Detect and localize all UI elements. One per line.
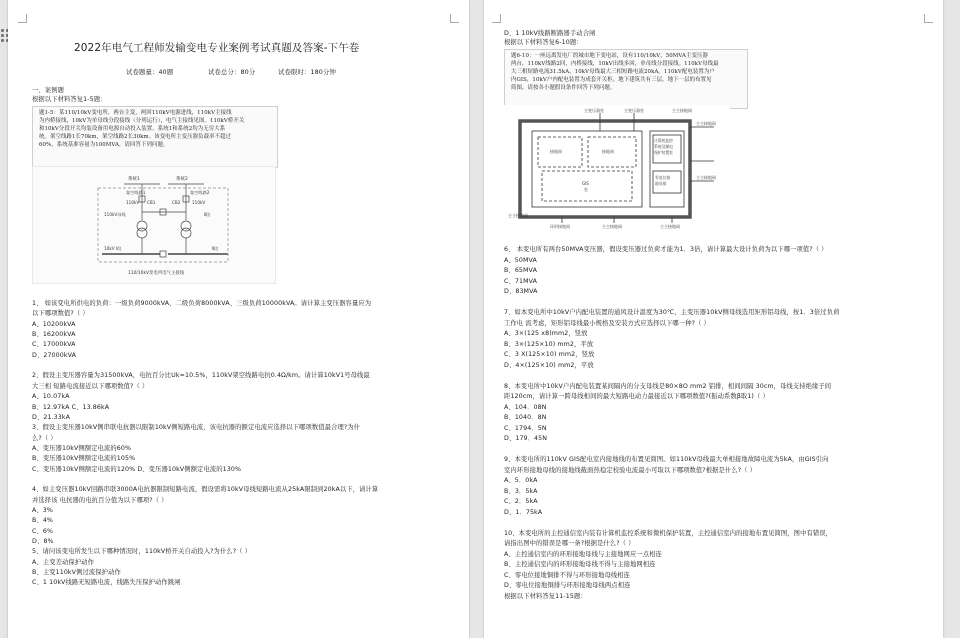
question-line: 9、本变电所的110kV GIS配电室内接地线的布置见简图。如110kV母线最大单相接地故障电流为5kA，由GIS引向: [504, 456, 829, 463]
material-intro: 根据以下材料答复1-5题：: [32, 96, 107, 103]
diagram-label: 主变压器室: [624, 108, 644, 113]
question-line: D、21.33kA: [32, 413, 71, 421]
question-line: 室内环形接地母线的接地线截面热稳定校验电流最小可取以下哪项数值?根据是什么?（ ）: [504, 466, 757, 474]
question-line: D、零电位接地铜排与环形接地母线两点相连: [504, 582, 631, 589]
question-line: 4、如主变压器10kV回路串联3000A电抗器限制短路电流，假设需将10kV母线短路电流从25kA限制到20kA以下，请计算: [32, 486, 379, 494]
diagram-label: Ⅱ段: [212, 246, 219, 251]
diagram-label: 架空线路2: [190, 190, 210, 195]
question-line: B、主控通信室内的环形接地母线不得与主接地网相连: [504, 561, 656, 568]
question-line: 大三相 短路电流接近以下哪项数值?（ ）: [32, 382, 149, 390]
question-line: A、104．08N: [504, 403, 547, 411]
question-line: C、71MVA: [504, 277, 538, 285]
diagram-label: 主主接地网: [602, 224, 622, 229]
question-line: 1、 如该变电所供电的负荷：一级负荷9000kVA，二级负荷8000kVA、三级负荷10000kVA。请计算主变压器容量应为: [32, 300, 372, 307]
crop-mark-icon: [18, 14, 27, 23]
question-line: D、179．45N: [504, 435, 548, 442]
question-line: A、5．0kA: [504, 477, 538, 484]
text-line: 根据以下材料答复6-10题：: [504, 39, 583, 46]
diagram-label: 110kV母线: [104, 212, 126, 217]
diagram-caption: 110/10kV变电所电气主接线: [128, 271, 185, 276]
diagram-label: CB2: [172, 200, 181, 205]
question-line: 7、如本变电所中10kV户内配电装置的通风设计温度为30℃，主变压器10kV侧母线选用矩形铝母线，按1．3倍过负荷: [504, 309, 840, 316]
question-line: 根据以下材料答复11-15题：: [504, 592, 587, 600]
diagram-label: 系统1: [128, 177, 140, 182]
question-line: A、10.07kA: [32, 393, 70, 401]
question-line: A、3%: [32, 507, 53, 514]
diagram-label: 主主接地网: [696, 175, 716, 180]
question-line: B、4%: [32, 517, 54, 525]
question-line: C、17000kVA: [32, 341, 76, 349]
question-line: B、主变110kV侧过流保护动作: [32, 569, 121, 577]
question-line: D、83MVA: [504, 288, 538, 295]
document-page-2: [484, 0, 943, 638]
question-line: C、3 X(125×10) mm2，竖放: [504, 351, 595, 358]
diagram-label: 110kV: [192, 200, 206, 205]
question-line: 10、本变电所的主控通信室内装有计算机监控系统和微机保护装置，主控通信室内的接地布置见简图，图中有错误，: [504, 529, 833, 537]
diagram-label: 主主接地网: [696, 121, 716, 126]
diagram-label: 主主接地网: [672, 108, 692, 113]
question-line: C、零电位接地铜排不得与环形接地母线相连: [504, 571, 631, 579]
meta-count: 试卷题量：40题: [126, 68, 174, 76]
crop-mark-icon: [492, 14, 501, 23]
question-line: 距120cm，请计算一跨母线相间的最大短路电动力最接近以下哪项数值?(振动系数β取1)（ ）: [504, 393, 769, 400]
diagram-label: 接地网: [550, 149, 562, 154]
question-line: C、1794．5N: [504, 424, 547, 432]
diagram-label: 架空线路1: [126, 190, 146, 195]
diagram-label: 系统及继电: [654, 144, 673, 149]
question-line: 2、假设主变压器容量为31500kVA，电抗百分比Uk=10.5%，110kV架空线路电抗0.4Ω/km。请计算10kV1号母线最: [32, 372, 370, 380]
question-line: 8、本变电所中10kV户内配电装置某间隔内的分支母线是80×8O mm2 铝排，相间间隔 30cm，母线支持绝缘子间: [504, 382, 832, 390]
diagram-label: 主变压器室: [584, 108, 604, 113]
question-line: 6、 本变电所有两台50MVA变压器，假设变压器过负荷才能为1．3倍，请计算最大设计负荷为以下哪一项值?（ ）: [504, 246, 828, 253]
question-line: D、1．75kA: [504, 508, 543, 516]
question-line: B、3×(125×10) mm2，平放: [504, 340, 594, 348]
section-heading: 一、案例题: [32, 87, 64, 94]
diagram-label: 环形接地网: [550, 224, 570, 229]
text-line: D、1 10kV线路断路器手动合闸: [504, 30, 596, 37]
question-line: 并选择该 电抗器的电抗百分值为以下哪项?（ ）: [32, 496, 168, 504]
document-page-1: [8, 0, 469, 638]
diagram-label: GIS: [582, 181, 589, 186]
question-line: A、变压器10kV侧额定电流的60%: [32, 444, 132, 452]
question-line: A、主控通信室内的环形接地母线与主接地网应一点相连: [504, 550, 662, 558]
diagram-label: 主主接地网: [508, 213, 528, 218]
diagram-label: 零电位接: [655, 175, 671, 180]
diagram-label: 110kV: [126, 200, 140, 205]
diagram-label: 10kV Ⅰ段: [104, 246, 122, 251]
diagram-label: CB1: [147, 200, 156, 205]
diagram-label: 地母排: [655, 181, 667, 186]
diagram-label: 主主接地网: [660, 224, 680, 229]
diagram-label: 接地网: [602, 149, 614, 154]
question-line: 3、假设主变压器10kV侧串联电抗器以限制10kV侧短路电流，该电抗器的额定电流应选择以下哪项数值最合理?为什: [32, 424, 361, 432]
question-line: A、主变差动保护动作: [32, 558, 94, 566]
question-line: C、1 10kV线路无短路电流，线路失压保护动作跳闸: [32, 579, 181, 587]
question-line: B、65MVA: [504, 267, 537, 274]
question-line: 么?（ ）: [32, 434, 57, 442]
question-line: A、3×(125 x8)mm2，竖放: [504, 330, 588, 337]
question-line: 工作电 流考虑，矩形铝母线最小规格及安装方式应选择以下哪一种?（ ）: [504, 319, 710, 327]
page-title: 2022年电气工程师发输变电专业案例考试真题及答案-下午卷: [74, 42, 360, 54]
case-text-box: 题6-10：一座远离发电厂的城市地下变电站，设有110/10kV，50MVA主变压器 两台，110kV线路2回，内桥接线，10kV出线多回，单母线分段接线。110kV母线最 大三相短路电流31.5kA，10kV母线最大三相短路电流20kA。110kV配电装置为户 内GIS，10kV户内配电装置为成套开关柜。地下建筑共有三层，地下一层的布置见 简图，请按各小题假设条件回答下列问题。: [504, 49, 748, 109]
question-line: D、8%: [32, 538, 54, 546]
question-line: B、16200kVA: [32, 331, 76, 339]
diagram-label: 计算机监控: [654, 138, 673, 143]
question-line: B、1040．8N: [504, 414, 547, 421]
grounding-layout-diagram: [504, 105, 730, 229]
meta-score: 试卷总分：80分: [208, 68, 256, 76]
question-line: C、2．5kA: [504, 498, 538, 505]
crop-mark-icon: [924, 14, 933, 23]
case-text-box: 题1-5：某110/10kV变电所，两台主变，两回110kV电源进线，110kV主接线 为内桥接线，10kV为单母线分段接线（分列运行），电气主接线见图。110kV桥开关 和10kV分段开关均装设备用电源自动投入装置。系统1和系统2均为无穷大系 统。架空线路1长70km，架空线路2长30km。该变电所主变压器负载率不超过 60%，系统基准容量为100MVA，请回答下列问题。: [32, 106, 278, 168]
diagram-label: 保护装置室: [654, 150, 673, 155]
question-line: C、6%: [32, 527, 54, 535]
question-line: A、10200kVA: [32, 320, 76, 328]
crop-mark-icon: [450, 14, 459, 23]
question-line: C、变压器10kV侧额定电流的120% D、变压器10kV侧额定电流的130%: [32, 465, 242, 473]
meta-time: 试卷限时：180分钟: [278, 68, 336, 76]
question-line: D、4×(125×10) mm2，平放: [504, 361, 594, 369]
diagram-label: 室: [584, 187, 588, 192]
question-line: A、50MVA: [504, 256, 537, 264]
diagram-label: Ⅱ段: [204, 212, 211, 217]
diagram-label: 系统2: [176, 177, 188, 182]
question-line: B、12.97kA C、13.86kA: [32, 403, 110, 411]
main-wiring-diagram: [32, 166, 276, 284]
question-line: B、变压器10kV侧额定电流的105%: [32, 455, 136, 463]
question-line: B、3．5kA: [504, 487, 538, 495]
question-line: 5、请问该变电所发生以下哪种情况时，110kV桥开关自动投入?为什么?（ ）: [32, 548, 252, 556]
question-line: D、27000kVA: [32, 351, 77, 359]
question-line: 请指出图中的错误是哪一条?根据是什么?（ ）: [504, 540, 635, 547]
question-line: 以下哪项数值?（ ）: [32, 310, 89, 318]
